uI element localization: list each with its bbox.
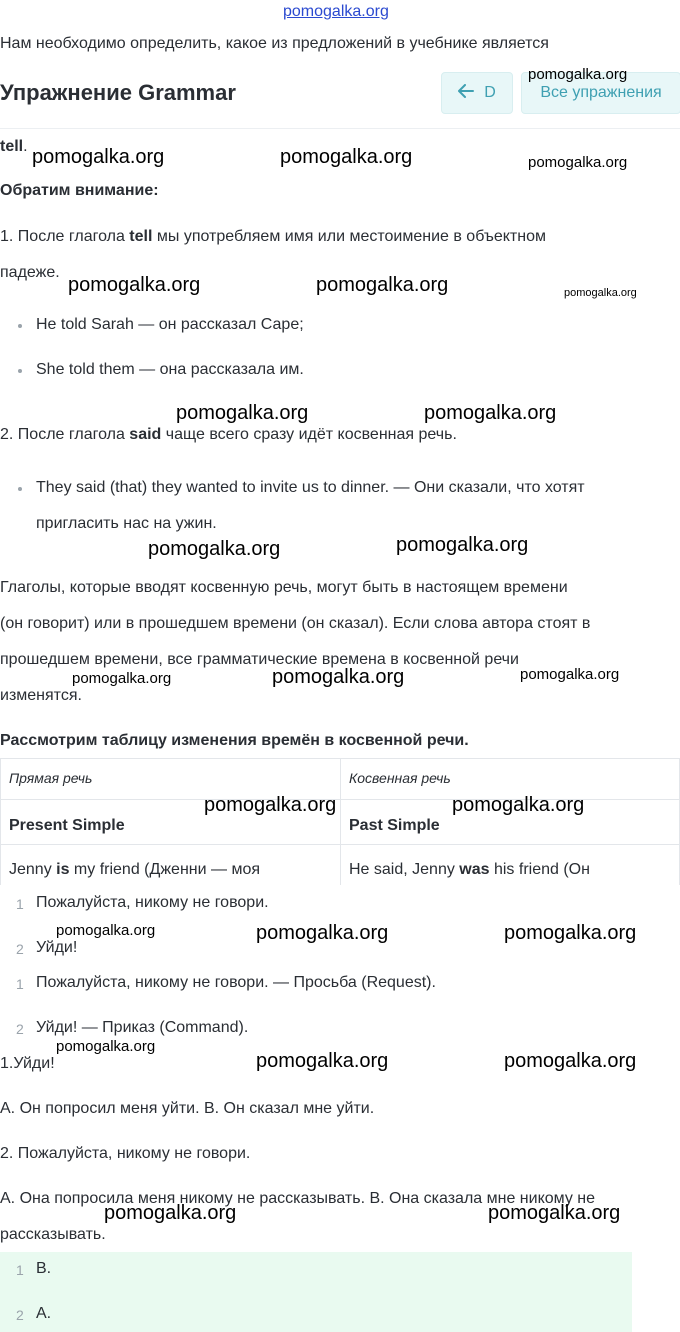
watermark: pomogalka.org [488,1202,621,1224]
paragraph-1 [0,227,546,247]
watermark: pomogalka.org [176,402,309,424]
tell-fragment [0,137,28,157]
watermark: pomogalka.org [316,274,449,296]
task-2: 2. Пожалуйста, никому не говори. [0,1145,251,1162]
task-2-options-end: рассказывать. [0,1226,106,1243]
tense-table [0,758,680,885]
table-header-indirect: Косвенная речь [341,759,680,800]
watermark: pomogalka.org [504,1050,637,1072]
answer-item: B. [36,1260,52,1277]
p2-b: said [129,426,162,443]
table-title: Рассмотрим таблицу изменения времён в косвенной речи. [0,732,469,749]
answer-number: 2 [16,1307,24,1323]
watermark: pomogalka.org [528,66,628,83]
task-2-options: A. Она попросила меня никому не рассказывать. B. Она сказала мне никому не [0,1190,596,1207]
bullet-dot [18,487,22,491]
back-button[interactable] [441,72,513,114]
list-number: 1 [16,976,24,992]
paragraph-3-line-3: прошедшем времени, все грамматические времена в косвенной речи [0,651,519,668]
paragraph-2 [0,425,457,445]
tell-word: tell [0,138,24,155]
cell-text: his friend (Он [489,861,590,878]
watermark: pomogalka.org [396,534,529,556]
p2-a: 2. После глагола [0,426,130,443]
table-cell [341,845,680,886]
back-button-label: D [484,84,496,101]
bullet-dot [18,369,22,373]
list-number: 2 [16,941,24,957]
cell-bold: was [459,861,490,878]
watermark: pomogalka.org [424,402,557,424]
watermark: pomogalka.org [256,922,389,944]
table-cell [1,845,341,886]
arrow-left-icon [458,84,474,103]
list-item: They said (that) they wanted to invite us to dinner. — Они сказали, что хотят [36,479,585,496]
tell-dot: . [23,138,28,155]
watermark: pomogalka.org [256,1050,389,1072]
task-1-options: A. Он попросил меня уйти. B. Он сказал мне уйти. [0,1100,375,1117]
table-cell: Present Simple [1,800,341,845]
watermark: pomogalka.org [56,1038,156,1055]
paragraph-3-line-2: (он говорит) или в прошедшем времени (он сказал). Если слова автора стоят в [0,615,591,632]
watermark: pomogalka.org [68,274,201,296]
paragraph-1-end: падеже. [0,264,60,281]
attention-heading: Обратим внимание: [0,182,159,199]
list-number: 2 [16,1021,24,1037]
p1-c: мы употребляем имя или местоимение в объектном [152,228,546,245]
answer-box [0,1252,632,1332]
watermark: pomogalka.org [528,154,628,171]
list-item: Уйди! [36,939,78,956]
tense-table-container [0,758,680,885]
list-number: 1 [16,896,24,912]
table-cell: Past Simple [341,800,680,845]
watermark: pomogalka.org [104,1202,237,1224]
paragraph-3-line-1: Глаголы, которые вводят косвенную речь, могут быть в настоящем времени [0,579,568,596]
watermark: pomogalka.org [148,538,281,560]
p1-b: tell [129,228,153,245]
list-item: She told them — она рассказала им. [36,361,304,378]
list-item: Пожалуйста, никому не говори. [36,894,269,911]
list-item: Уйди! — Приказ (Command). [36,1019,249,1036]
list-item: Пожалуйста, никому не говори. — Просьба (Request). [36,974,436,991]
watermark: pomogalka.org [452,794,585,816]
watermark: pomogalka.org [72,670,172,687]
watermark: pomogalka.org [32,146,165,168]
watermark: pomogalka.org [56,922,156,939]
watermark: pomogalka.org [504,922,637,944]
watermark: pomogalka.org [280,146,413,168]
list-item-continued: пригласить нас на ужин. [36,515,217,532]
cell-text: Jenny [9,861,57,878]
watermark: pomogalka.org [520,666,620,683]
watermark: pomogalka.org [272,666,405,688]
bullet-dot [18,324,22,328]
page-title: Упражнение Grammar [0,80,236,105]
watermark: pomogalka.org [204,794,337,816]
task-1: 1.Уйди! [0,1055,55,1072]
cell-text: my friend (Дженни — моя [69,861,260,878]
paragraph-3-line-4: изменятся. [0,687,82,704]
table-header-direct: Прямая речь [1,759,341,800]
answer-item: A. [36,1305,52,1322]
p1-a: 1. После глагола [0,228,130,245]
cell-text: He said, Jenny [349,861,460,878]
all-exercises-label: Все упражнения [540,84,662,101]
cell-bold: is [56,861,70,878]
intro-line: Нам необходимо определить, какое из предложений в учебнике является [0,35,549,52]
site-link[interactable]: pomogalka.org [283,3,389,20]
p2-c: чаще всего сразу идёт косвенная речь. [161,426,457,443]
answer-number: 1 [16,1262,24,1278]
list-item: He told Sarah — он рассказал Саре; [36,316,304,333]
watermark: pomogalka.org [564,287,637,299]
